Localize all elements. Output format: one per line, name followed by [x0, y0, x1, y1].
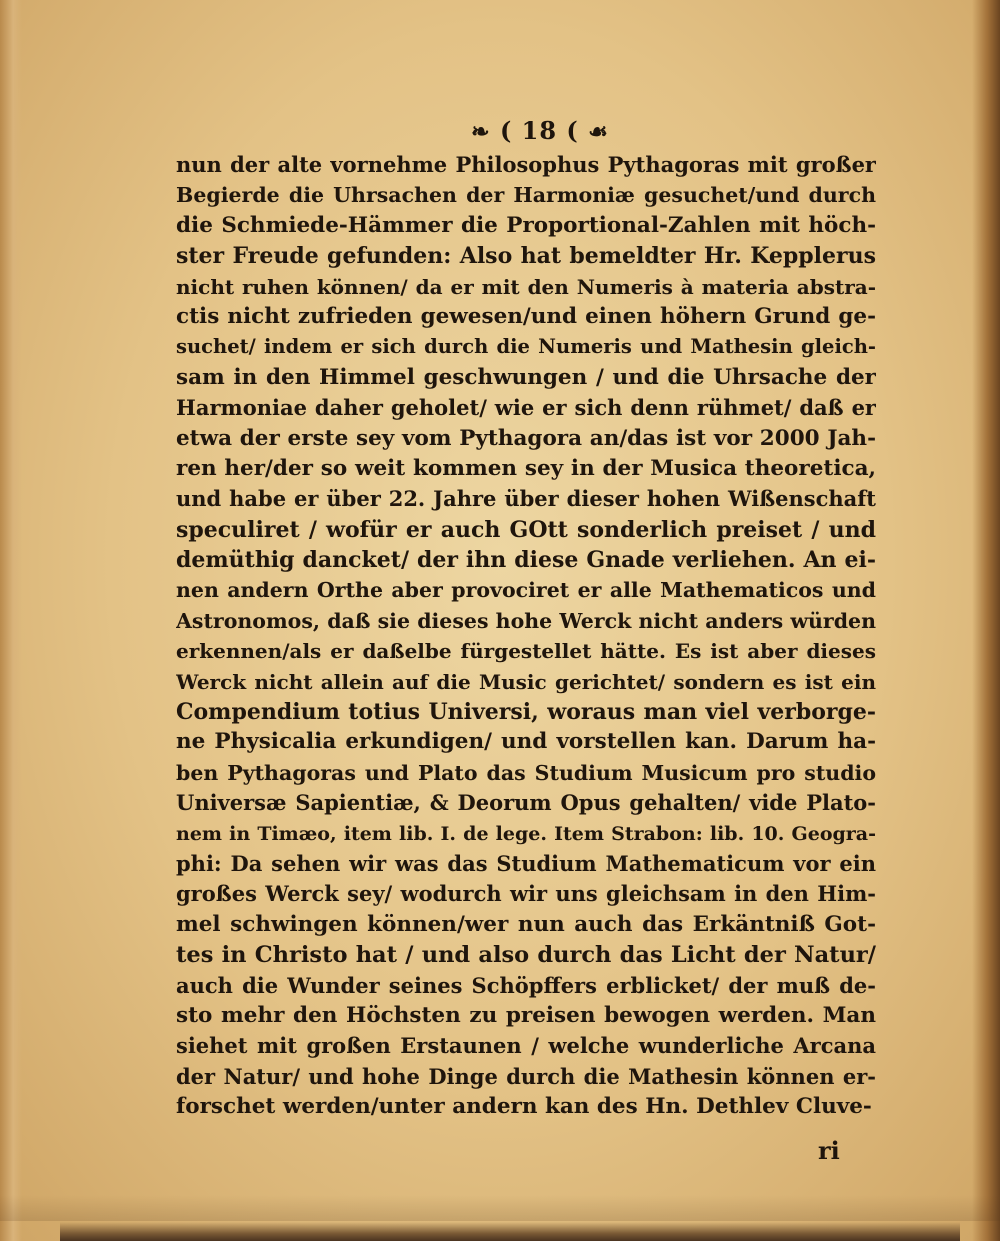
text-line: großes Werck sey/ wodurch wir uns gleichsam in den Him-	[176, 881, 876, 907]
text-line: ctis nicht zufrieden gewesen/und einen höhern Grund ge-	[176, 303, 876, 329]
page-fold-shadow	[0, 1195, 1000, 1221]
text-line: nun der alte vornehme Philosophus Pythagoras mit großer	[176, 152, 876, 177]
catchword: ri	[818, 1136, 840, 1165]
text-line: ren her/der so weit kommen sey in der Musica theoretica,	[176, 455, 876, 481]
text-line: Universæ Sapientiæ, & Deorum Opus gehalten/ vide Plato-	[176, 790, 876, 816]
text-line: und habe er über 22. Jahre über dieser hohen Wißenschaft	[176, 486, 876, 512]
text-line: nem in Timæo, item lib. I. de lege. Item Strabon: lib. 10. Geogra-	[176, 822, 876, 845]
text-line: demüthig dancket/ der ihn diese Gnade verliehen. An ei-	[176, 547, 876, 574]
text-line: die Schmiede-Hämmer die Proportional-Zahlen mit höch-	[176, 212, 876, 238]
text-line: der Natur/ und hohe Dinge durch die Mathesin können er-	[176, 1063, 876, 1089]
page-gutter-shadow	[0, 0, 22, 1241]
text-line: ne Physicalia erkundigen/ und vorstellen kan. Darum ha-	[176, 729, 876, 755]
page-header	[440, 116, 640, 150]
body-text	[176, 150, 876, 1123]
text-line: suchet/ indem er sich durch die Numeris und Mathesin gleich-	[176, 335, 876, 359]
text-line: Harmoniae daher geholet/ wie er sich denn rühmet/ daß er	[176, 395, 876, 421]
text-line: Begierde die Uhrsachen der Harmoniæ gesuchet/und durch	[176, 183, 876, 208]
text-line: nicht ruhen können/ da er mit den Numeris à materia abstra-	[176, 274, 876, 299]
ornament-right-icon: ☙	[588, 119, 609, 145]
text-line: siehet mit großen Erstaunen / welche wunderliche Arcana	[176, 1033, 876, 1059]
text-line: tes in Christo hat / und also durch das Licht der Natur/	[176, 942, 876, 969]
text-line: sto mehr den Höchsten zu preisen bewogen werden. Man	[176, 1002, 876, 1028]
text-line: nen andern Orthe aber provociret er alle Mathematicos und	[176, 578, 876, 603]
page-edge-shadow	[972, 0, 1000, 1241]
text-line: Astronomos, daß sie dieses hohe Werck nicht anders würden	[176, 608, 876, 633]
text-line: etwa der erste sey vom Pythagora an/das ist vor 2000 Jah-	[176, 425, 876, 451]
text-line: phi: Da sehen wir was das Studium Mathematicum vor ein	[176, 850, 876, 876]
ornament-left-icon: ❧	[471, 119, 491, 145]
text-line: mel schwingen können/wer nun auch das Erkäntniß Got-	[176, 911, 876, 937]
text-line: speculiret / wofür er auch GOtt sonderlich preiset / und	[176, 516, 876, 543]
text-line: ster Freude gefunden: Also hat bemeldter Hr. Kepplerus	[176, 243, 876, 270]
text-line: sam in den Himmel geschwungen / und die Uhrsache der	[176, 364, 876, 390]
text-line: auch die Wunder seines Schöpffers erblicket/ der muß de-	[176, 972, 876, 998]
text-line: forschet werden/unter andern kan des Hn. Dethlev Cluve-	[176, 1094, 872, 1120]
text-line: Werck nicht allein auf die Music gerichtet/ sondern es ist ein	[176, 669, 876, 694]
text-line: erkennen/als er daßelbe fürgestellet hätte. Es ist aber dieses	[176, 639, 876, 664]
page-bottom-edge	[60, 1222, 960, 1241]
text-line: ben Pythagoras und Plato das Studium Musicum pro studio	[176, 760, 876, 785]
text-line: Compendium totius Universi, woraus man viel verborge-	[176, 699, 876, 726]
page-number: ( 18 (	[499, 116, 579, 145]
